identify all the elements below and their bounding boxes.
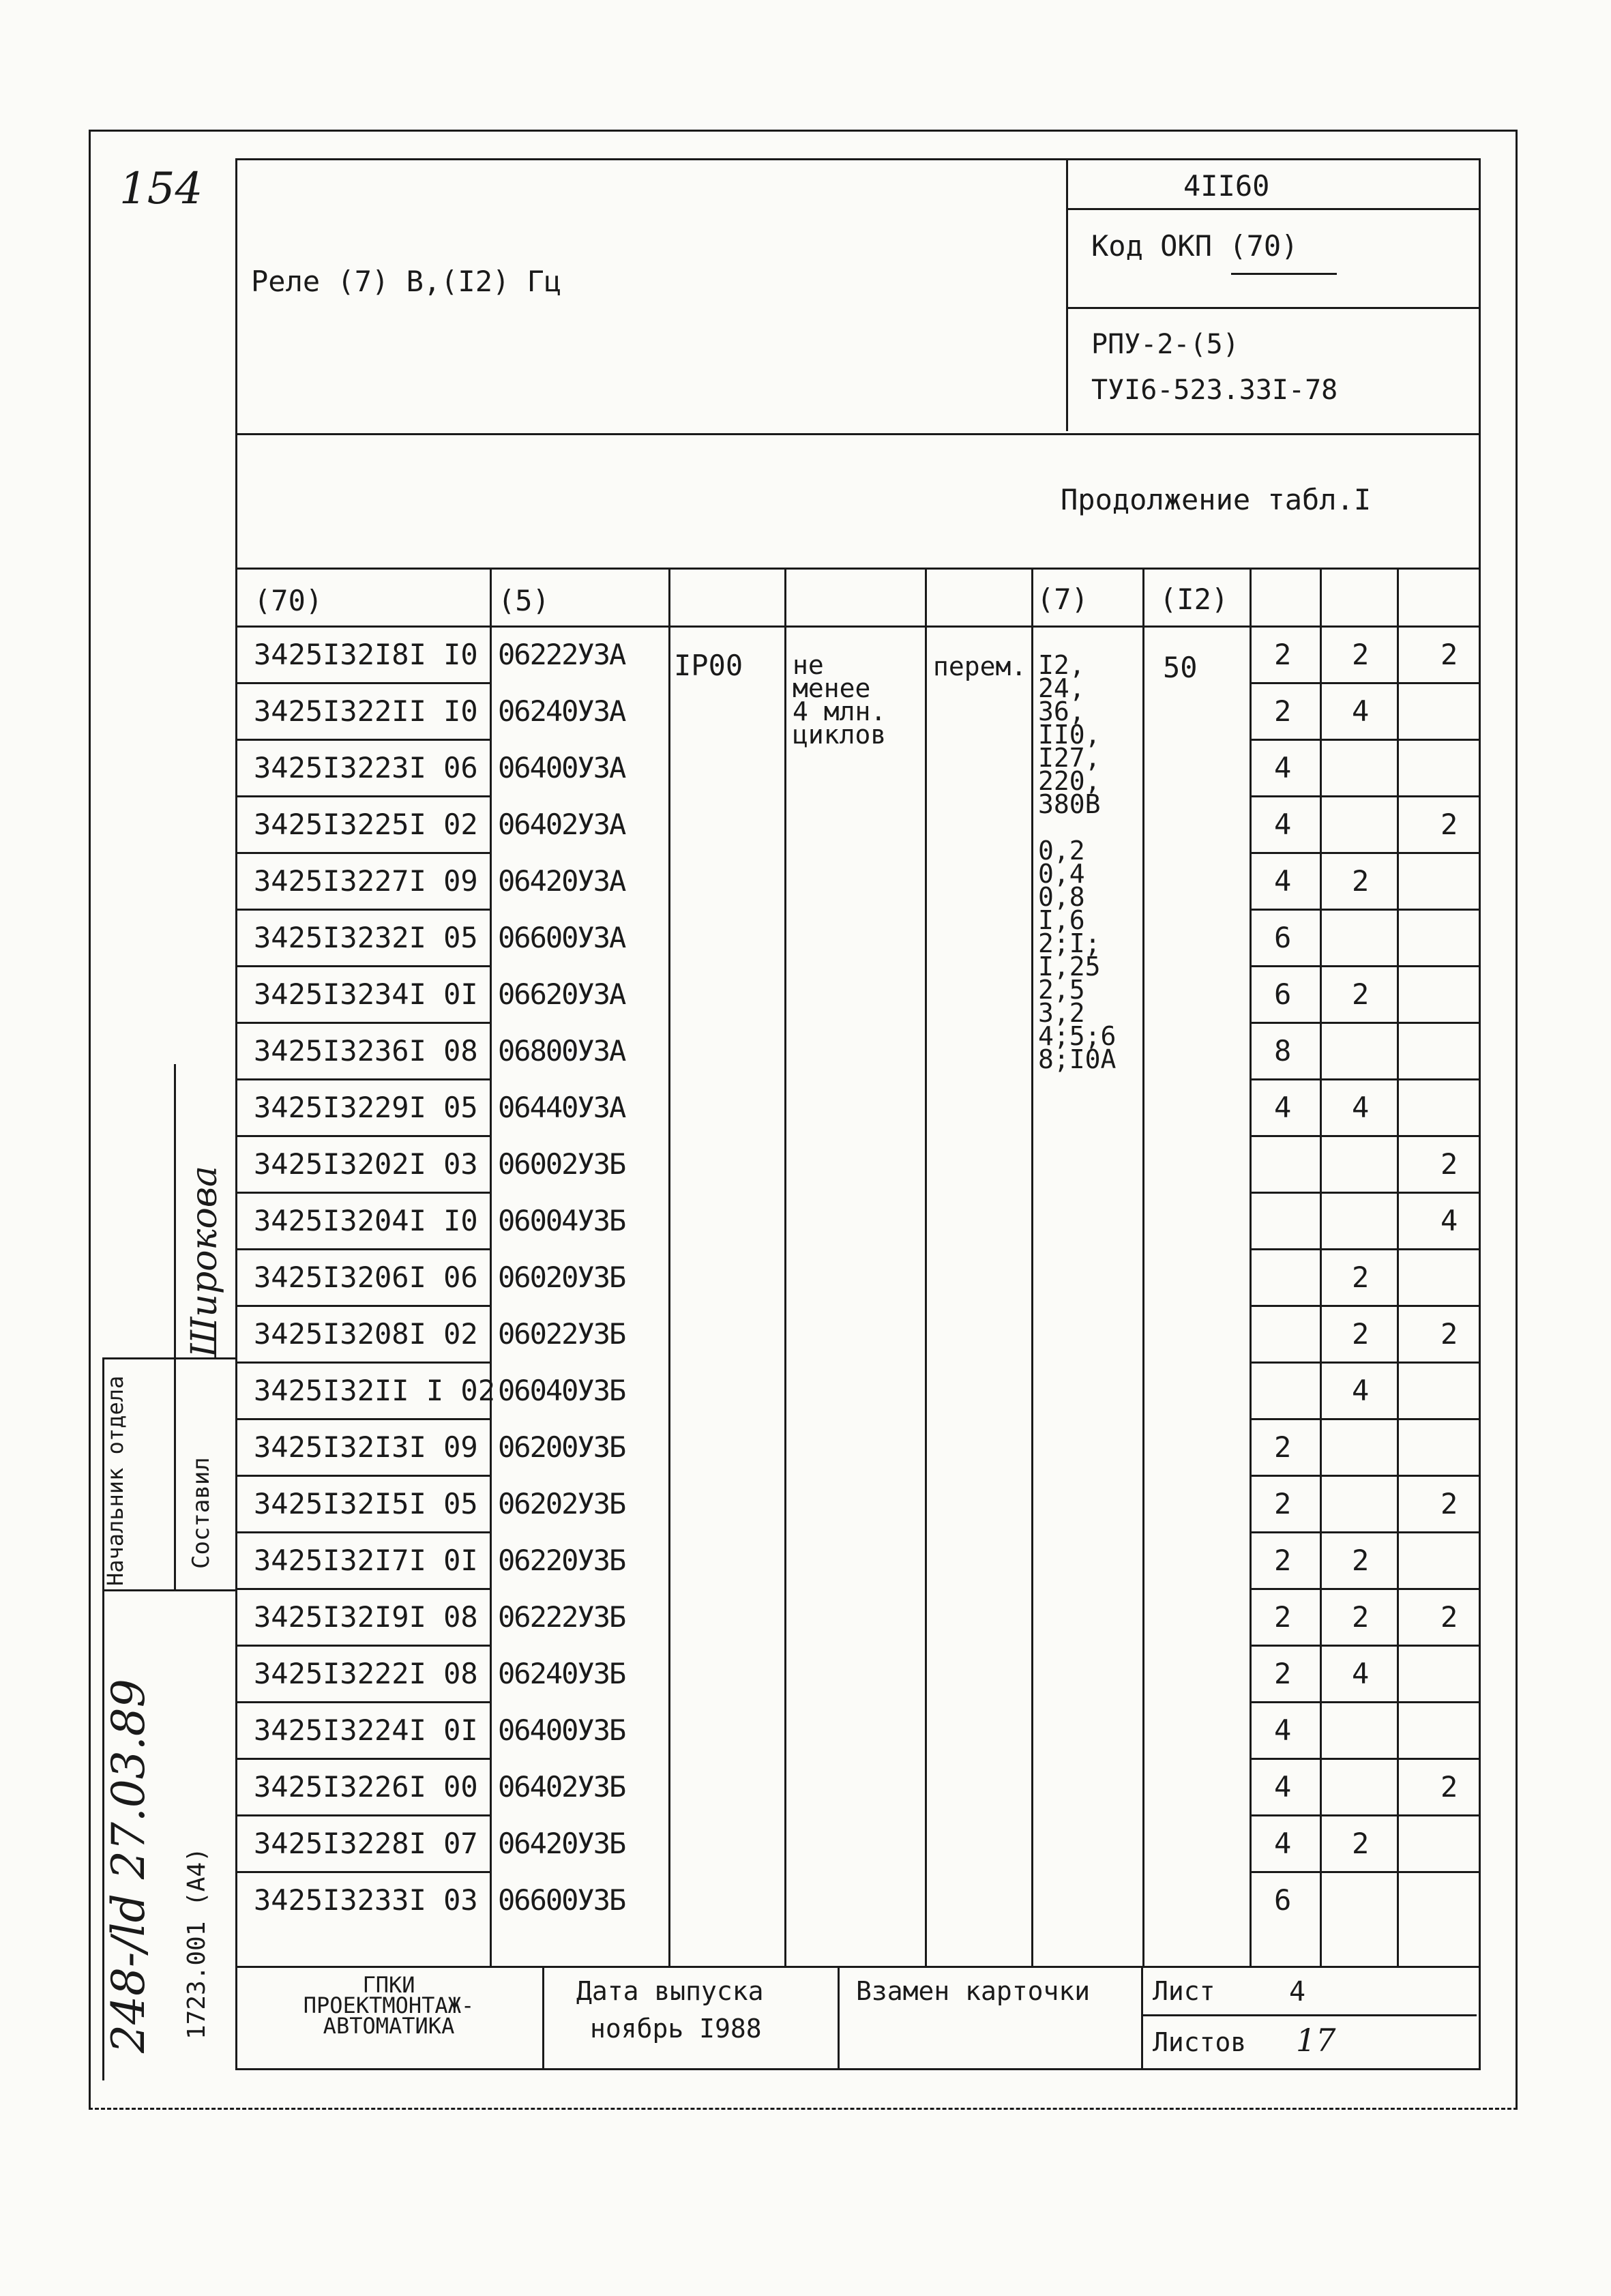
voltage-value: 0,8 <box>1038 882 1085 912</box>
voltage-value: 0,4 <box>1038 859 1085 889</box>
voltage-value: 24, <box>1038 673 1085 703</box>
org-line: ГПКИ <box>362 1972 415 1998</box>
row-code: 3425I3202I 03 <box>254 1147 478 1181</box>
row-qty-3: 2 <box>1440 808 1458 841</box>
org-name <box>242 1972 535 2039</box>
row-separator <box>235 1022 490 1024</box>
row-qty-2: 2 <box>1352 977 1370 1011</box>
row-separator <box>1250 1135 1479 1137</box>
row-qty-1: 2 <box>1274 1657 1292 1690</box>
archive-stamp: 248-/ld 27.03.89 <box>102 1679 155 2053</box>
row-type: 06420У3А <box>498 864 625 898</box>
row-separator <box>1250 909 1479 911</box>
voltage-value: I2, <box>1038 650 1085 680</box>
row-qty-2: 2 <box>1352 1261 1370 1294</box>
sheets-value: 17 <box>1296 2022 1336 2059</box>
row-separator <box>235 1645 490 1647</box>
row-separator <box>235 795 490 797</box>
replaces-label: Взамен карточки <box>856 1976 1091 2006</box>
row-type: 06402У3А <box>498 808 625 841</box>
row-code: 3425I32I3I 09 <box>254 1430 478 1464</box>
row-code: 3425I322II I0 <box>254 694 478 728</box>
row-qty-1: 4 <box>1274 808 1292 841</box>
row-code: 3425I3206I 06 <box>254 1261 478 1294</box>
row-qty-1: 4 <box>1274 1827 1292 1860</box>
row-qty-1: 6 <box>1274 921 1292 954</box>
row-qty-2: 4 <box>1352 694 1370 728</box>
header-title: Реле (7) В,(I2) Гц <box>251 265 562 298</box>
row-code: 3425I3222I 08 <box>254 1657 478 1690</box>
col-header-frequency: (I2) <box>1159 583 1229 616</box>
issue-label: Дата выпуска <box>576 1976 764 2006</box>
durability-line: менее <box>793 673 871 703</box>
row-qty-3: 2 <box>1440 1487 1458 1520</box>
row-qty-2: 2 <box>1352 864 1370 898</box>
row-type: 06222У3Б <box>498 1600 625 1634</box>
row-qty-2: 4 <box>1352 1091 1370 1124</box>
row-type: 06240У3Б <box>498 1657 625 1690</box>
row-qty-1: 4 <box>1274 864 1292 898</box>
durability-line: не <box>793 650 824 680</box>
row-separator <box>1250 1645 1479 1647</box>
row-qty-1: 2 <box>1274 694 1292 728</box>
row-separator <box>1250 739 1479 741</box>
sheets-label: Листов <box>1153 2027 1247 2057</box>
row-separator <box>235 1192 490 1194</box>
row-qty-2: 2 <box>1352 1317 1370 1351</box>
row-code: 3425I3226I 00 <box>254 1770 478 1804</box>
row-separator <box>1250 1192 1479 1194</box>
org-line: ПРОЕКТМОНТАЖ- <box>303 1992 475 2018</box>
header-model: РПУ-2-(5) <box>1091 329 1239 360</box>
header-code: 4II60 <box>1183 169 1270 203</box>
row-code: 3425I3232I 05 <box>254 921 478 954</box>
row-separator <box>1250 1758 1479 1760</box>
row-qty-2: 2 <box>1352 1827 1370 1860</box>
row-type: 06222У3А <box>498 638 625 671</box>
row-separator <box>235 1758 490 1760</box>
row-separator <box>1250 1701 1479 1703</box>
row-qty-1: 6 <box>1274 1883 1292 1917</box>
row-qty-2: 2 <box>1352 638 1370 671</box>
row-type: 06022У3Б <box>498 1317 625 1351</box>
row-qty-2: 4 <box>1352 1374 1370 1407</box>
row-code: 3425I3208I 02 <box>254 1317 478 1351</box>
row-separator <box>235 1418 490 1420</box>
continuation-label: Продолжение табл.I <box>1061 483 1372 516</box>
head-label: Начальник отдела <box>102 1375 128 1586</box>
row-separator <box>235 965 490 967</box>
row-separator <box>235 682 490 684</box>
row-qty-1: 4 <box>1274 1713 1292 1747</box>
row-separator <box>235 1475 490 1477</box>
col-header-code: (70) <box>254 584 323 617</box>
voltage-value: 380В <box>1038 789 1101 819</box>
row-type: 06240У3А <box>498 694 625 728</box>
org-line: АВТОМАТИКА <box>323 2013 455 2039</box>
current-type: перем. <box>933 651 1027 681</box>
row-separator <box>1250 682 1479 684</box>
row-qty-3: 2 <box>1440 1317 1458 1351</box>
row-code: 3425I3204I I0 <box>254 1204 478 1237</box>
voltage-value: 36, <box>1038 696 1085 726</box>
voltage-value: 8;I0A <box>1038 1044 1117 1074</box>
row-code: 3425I3223I 06 <box>254 751 478 784</box>
row-separator <box>1250 1362 1479 1364</box>
okp-label: Код ОКП (70) <box>1091 229 1299 263</box>
row-separator <box>1250 1418 1479 1420</box>
row-separator <box>1250 1871 1479 1873</box>
row-code: 3425I3233I 03 <box>254 1883 478 1917</box>
row-type: 06040У3Б <box>498 1374 625 1407</box>
row-type: 06220У3Б <box>498 1544 625 1577</box>
row-qty-3: 2 <box>1440 638 1458 671</box>
voltage-value: 0,2 <box>1038 836 1085 866</box>
row-type: 06620У3А <box>498 977 625 1011</box>
row-qty-1: 4 <box>1274 751 1292 784</box>
row-qty-1: 2 <box>1274 1487 1292 1520</box>
voltage-list <box>1038 650 1117 1074</box>
row-separator <box>1250 1248 1479 1250</box>
row-separator <box>1250 1588 1479 1590</box>
row-code: 3425I3234I 0I <box>254 977 478 1011</box>
row-type: 06800У3А <box>498 1034 625 1068</box>
header-tu: ТУI6-523.33I-78 <box>1091 374 1338 406</box>
row-separator <box>235 852 490 854</box>
row-type: 06200У3Б <box>498 1430 625 1464</box>
voltage-value: 2,5 <box>1038 975 1085 1005</box>
row-qty-1: 2 <box>1274 1430 1292 1464</box>
voltage-value: 220, <box>1038 766 1101 796</box>
row-qty-1: 8 <box>1274 1034 1292 1068</box>
row-code: 3425I3229I 05 <box>254 1091 478 1124</box>
voltage-value: 4;5;6 <box>1038 1021 1117 1051</box>
voltage-value: I27, <box>1038 743 1101 773</box>
row-separator <box>235 909 490 911</box>
voltage-value: 2;I; <box>1038 928 1101 958</box>
frame-left <box>89 130 91 2108</box>
row-code: 3425I32I7I 0I <box>254 1544 478 1577</box>
row-separator <box>1250 795 1479 797</box>
row-type: 06402У3Б <box>498 1770 625 1804</box>
author-label: Составил <box>188 1457 215 1569</box>
col-header-type: (5) <box>498 584 550 617</box>
row-separator <box>235 1871 490 1873</box>
row-separator <box>1250 1078 1479 1080</box>
row-separator <box>235 1531 490 1533</box>
row-code: 3425I3225I 02 <box>254 808 478 841</box>
row-type: 06600У3Б <box>498 1883 625 1917</box>
row-code: 3425I32II I 02 <box>254 1374 496 1407</box>
row-separator <box>1250 1022 1479 1024</box>
row-qty-1: 4 <box>1274 1770 1292 1804</box>
issue-date: ноябрь I988 <box>590 2014 762 2044</box>
row-qty-2: 2 <box>1352 1544 1370 1577</box>
row-qty-3: 2 <box>1440 1770 1458 1804</box>
row-qty-1: 2 <box>1274 638 1292 671</box>
row-separator <box>235 1362 490 1364</box>
voltage-value: I,25 <box>1038 952 1101 982</box>
author-signature: Широкова <box>184 1165 225 1357</box>
row-qty-1: 6 <box>1274 977 1292 1011</box>
frame-bottom <box>89 2108 1518 2110</box>
row-separator <box>1250 852 1479 854</box>
durability-text <box>793 650 887 750</box>
row-separator <box>1250 1475 1479 1477</box>
row-type: 06020У3Б <box>498 1261 625 1294</box>
row-separator <box>235 1078 490 1080</box>
durability-line: 4 млн. <box>793 696 887 726</box>
row-qty-2: 2 <box>1352 1600 1370 1634</box>
row-code: 3425I3227I 09 <box>254 864 478 898</box>
row-code: 3425I32I9I 08 <box>254 1600 478 1634</box>
row-qty-2: 4 <box>1352 1657 1370 1690</box>
row-separator <box>235 1701 490 1703</box>
row-qty-1: 2 <box>1274 1544 1292 1577</box>
row-code: 3425I3224I 0I <box>254 1713 478 1747</box>
row-qty-1: 2 <box>1274 1600 1292 1634</box>
row-type: 06440У3А <box>498 1091 625 1124</box>
row-separator <box>235 1305 490 1307</box>
row-separator <box>235 1248 490 1250</box>
voltage-value: 3,2 <box>1038 998 1085 1028</box>
col-header-voltage: (7) <box>1037 583 1089 616</box>
row-qty-3: 2 <box>1440 1147 1458 1181</box>
row-qty-1: 4 <box>1274 1091 1292 1124</box>
row-type: 06002У3Б <box>498 1147 625 1181</box>
row-type: 06400У3А <box>498 751 625 784</box>
sheet-label: Лист <box>1153 1976 1215 2006</box>
row-type: 06004У3Б <box>498 1204 625 1237</box>
frequency-value: 50 <box>1163 651 1198 684</box>
voltage-value: II0, <box>1038 720 1101 750</box>
row-code: 3425I32I5I 05 <box>254 1487 478 1520</box>
row-type: 06400У3Б <box>498 1713 625 1747</box>
row-separator <box>235 1814 490 1816</box>
frame-top <box>89 130 1518 132</box>
row-separator <box>1250 1305 1479 1307</box>
durability-line: циклов <box>793 720 887 750</box>
row-code: 3425I3236I 08 <box>254 1034 478 1068</box>
format-label: 1723.001 (A4) <box>183 1847 211 2040</box>
row-type: 06202У3Б <box>498 1487 625 1520</box>
row-separator <box>1250 1814 1479 1816</box>
frame-right <box>1516 130 1518 2108</box>
voltage-value: I,6 <box>1038 905 1085 935</box>
row-separator <box>235 1588 490 1590</box>
row-qty-3: 4 <box>1440 1204 1458 1237</box>
row-code: 3425I32I8I I0 <box>254 638 478 671</box>
row-code: 3425I3228I 07 <box>254 1827 478 1860</box>
row-separator <box>235 1135 490 1137</box>
page-number: 154 <box>119 164 203 214</box>
row-type: 06420У3Б <box>498 1827 625 1860</box>
sheet-value: 4 <box>1289 1976 1306 2007</box>
row-separator <box>1250 965 1479 967</box>
row-separator <box>1250 1531 1479 1533</box>
row-separator <box>235 739 490 741</box>
row-qty-3: 2 <box>1440 1600 1458 1634</box>
row-type: 06600У3А <box>498 921 625 954</box>
protection-value: IP00 <box>674 649 743 682</box>
